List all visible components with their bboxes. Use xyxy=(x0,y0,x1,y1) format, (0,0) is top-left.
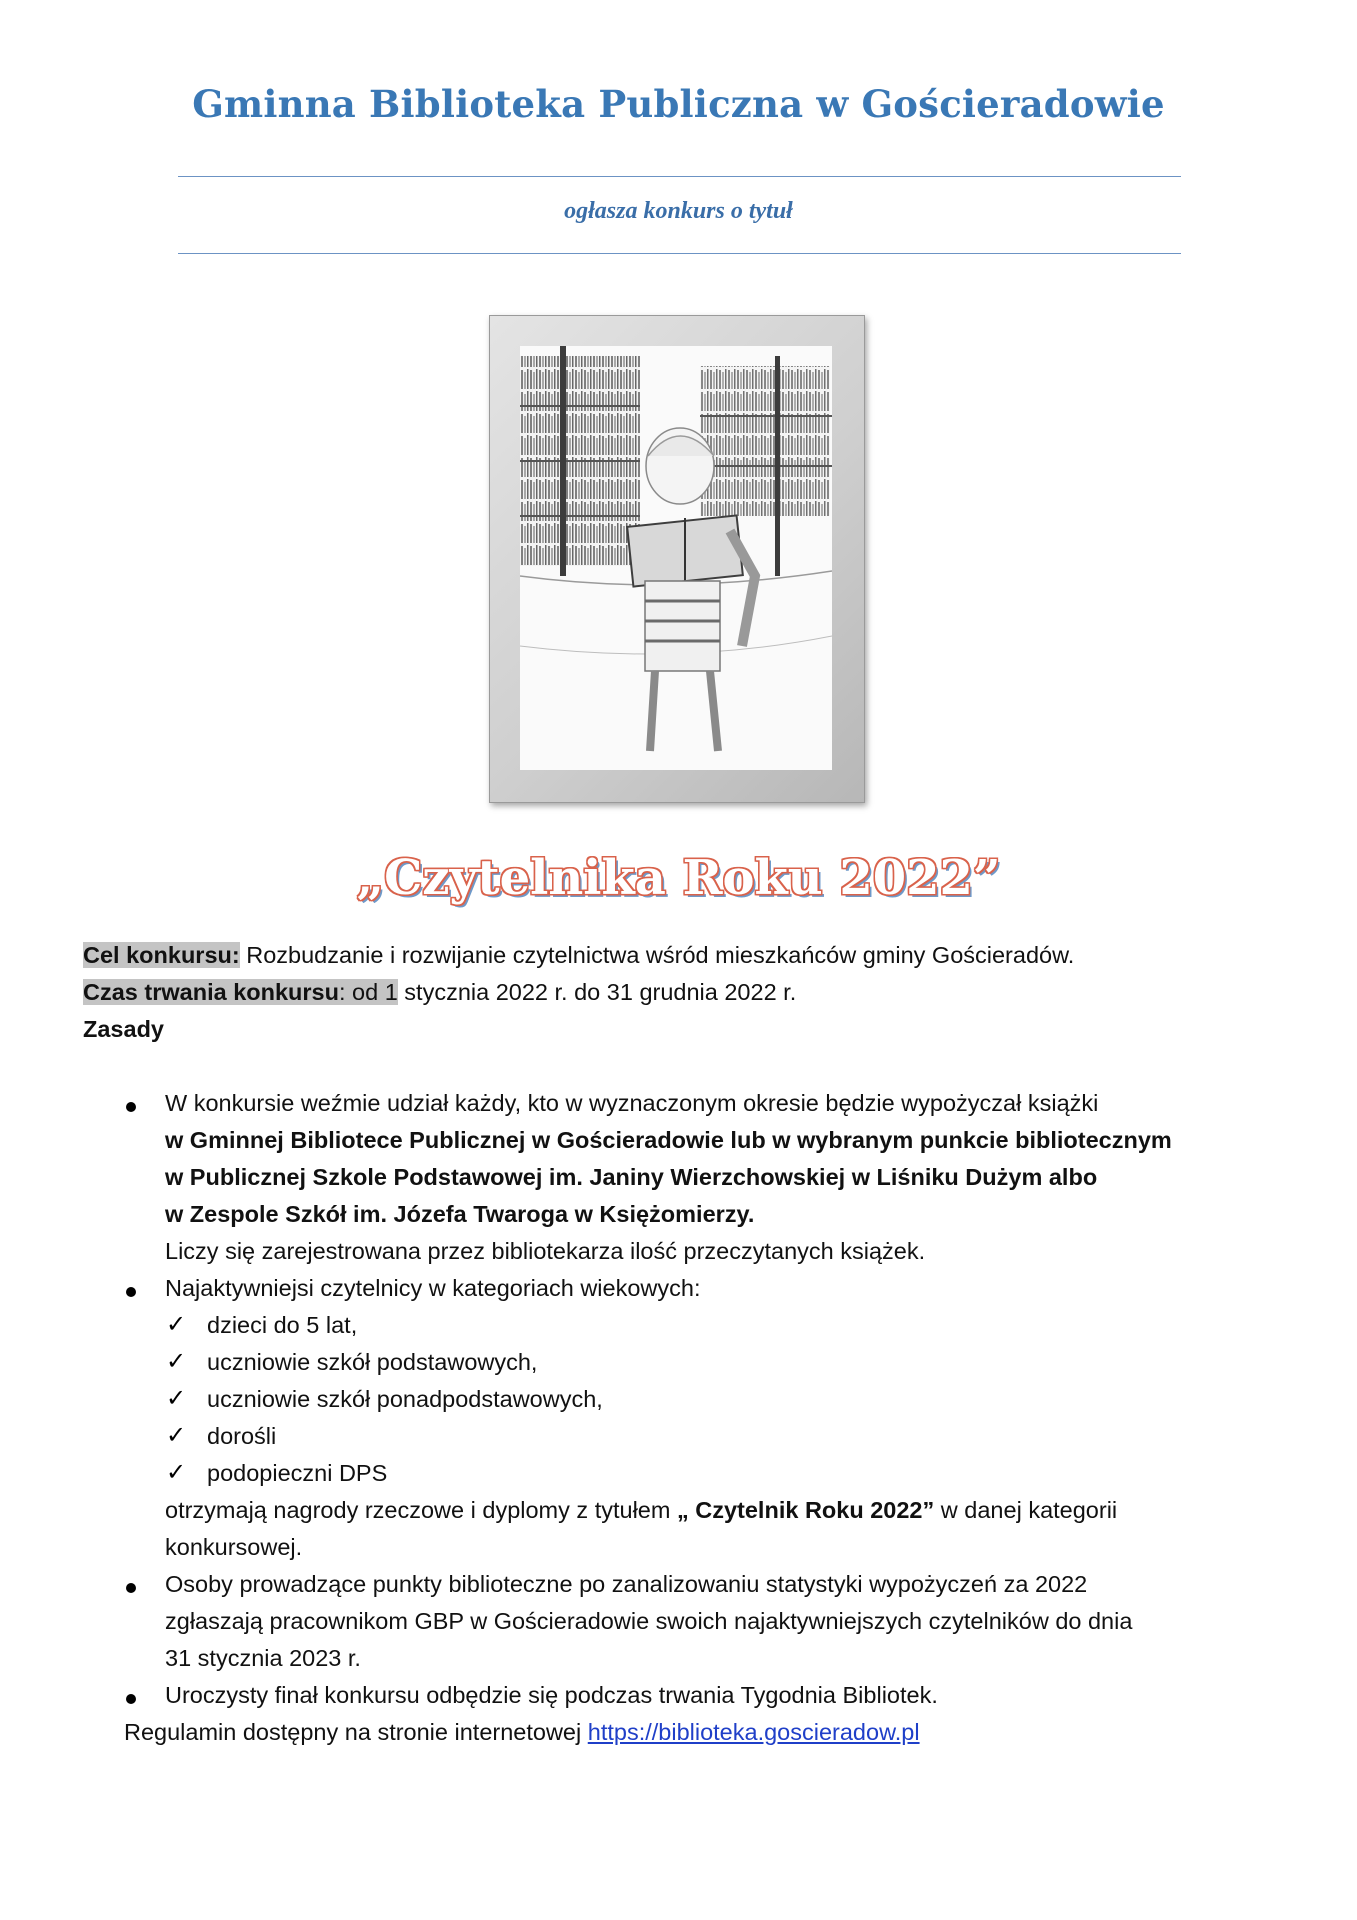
rule1-line5: Liczy się zarejestrowana przez bibliotekarza ilość przeczytanych książek. xyxy=(165,1238,926,1264)
duration-mid: : od 1 xyxy=(338,979,398,1005)
checkmark-icon: ✓ xyxy=(166,1347,187,1375)
goal-line xyxy=(83,942,1074,969)
checkmark-icon: ✓ xyxy=(166,1458,187,1486)
rule1-line2: w Gminnej Bibliotece Publicznej w Gościeradowie lub w wybranym punkcie bibliotecznym xyxy=(165,1127,1172,1153)
contest-title: „Czytelnika Roku 2022” xyxy=(356,850,1001,906)
category-item: uczniowie szkół podstawowych, xyxy=(207,1349,538,1375)
category-item: uczniowie szkół ponadpodstawowych, xyxy=(207,1386,603,1412)
photo-frame xyxy=(489,315,865,803)
library-name-heading: Gminna Biblioteka Publiczna w Gościeradowie xyxy=(192,82,1165,126)
rule1-line4: w Zespole Szkół im. Józefa Twaroga w Księżomierzy. xyxy=(165,1201,755,1227)
category-item: podopieczni DPS xyxy=(207,1460,388,1486)
announces-subheading: ogłasza konkurs o tytuł xyxy=(564,198,793,224)
rule2-after-line1 xyxy=(165,1497,1117,1524)
rule2-after-c: w danej kategorii xyxy=(934,1497,1118,1523)
goal-label: Cel konkursu: xyxy=(83,942,240,968)
child-reading-photo xyxy=(520,346,832,770)
rule2-after-title: „ Czytelnik Roku 2022” xyxy=(676,1497,935,1523)
duration-line xyxy=(83,979,796,1006)
rule3-line2: zgłaszają pracownikom GBP w Gościeradowie swoich najaktywniejszych czytelników do dnia xyxy=(165,1608,1133,1634)
regulations-text: Regulamin dostępny na stronie internetowej xyxy=(124,1719,588,1745)
category-item: dzieci do 5 lat, xyxy=(207,1312,358,1338)
category-item: dorośli xyxy=(207,1423,277,1449)
goal-text: Rozbudzanie i rozwijanie czytelnictwa wśród mieszkańców gminy Gościeradów. xyxy=(239,942,1075,968)
checkmark-icon: ✓ xyxy=(166,1384,187,1412)
rule2-line1: Najaktywniejsi czytelnicy w kategoriach wiekowych: xyxy=(165,1275,701,1301)
rule3-line3: 31 stycznia 2023 r. xyxy=(165,1645,361,1671)
duration-text: stycznia 2022 r. do 31 grudnia 2022 r. xyxy=(397,979,797,1005)
checkmark-icon: ✓ xyxy=(166,1421,187,1449)
bullet-icon xyxy=(126,1287,136,1297)
rule3-line1: Osoby prowadzące punkty biblioteczne po zanalizowaniu statystyki wypożyczeń za 2022 xyxy=(165,1571,1088,1597)
rule1-line1: W konkursie weźmie udział każdy, kto w wyznaczonym okresie będzie wypożyczał książki xyxy=(165,1090,1099,1116)
header-rule-top xyxy=(178,176,1181,177)
header-rule-bottom xyxy=(178,253,1181,254)
rule2-after-a: otrzymają nagrody rzeczowe i dyplomy z tytułem xyxy=(165,1497,677,1523)
rule4-line1: Uroczysty finał konkursu odbędzie się podczas trwania Tygodnia Bibliotek. xyxy=(165,1682,938,1708)
duration-label: Czas trwania konkursu xyxy=(83,979,339,1005)
bullet-icon xyxy=(126,1583,136,1593)
regulations-line xyxy=(124,1719,920,1746)
checkmark-icon: ✓ xyxy=(166,1310,187,1338)
rules-label: Zasady xyxy=(83,1016,164,1042)
rule2-after-line2: konkursowej. xyxy=(165,1534,303,1560)
bullet-icon xyxy=(126,1694,136,1704)
bullet-icon xyxy=(126,1102,136,1112)
rule1-line3: w Publicznej Szkole Podstawowej im. Janiny Wierzchowskiej w Liśniku Dużym albo xyxy=(165,1164,1098,1190)
regulations-link[interactable]: https://biblioteka.goscieradow.pl xyxy=(587,1719,920,1745)
